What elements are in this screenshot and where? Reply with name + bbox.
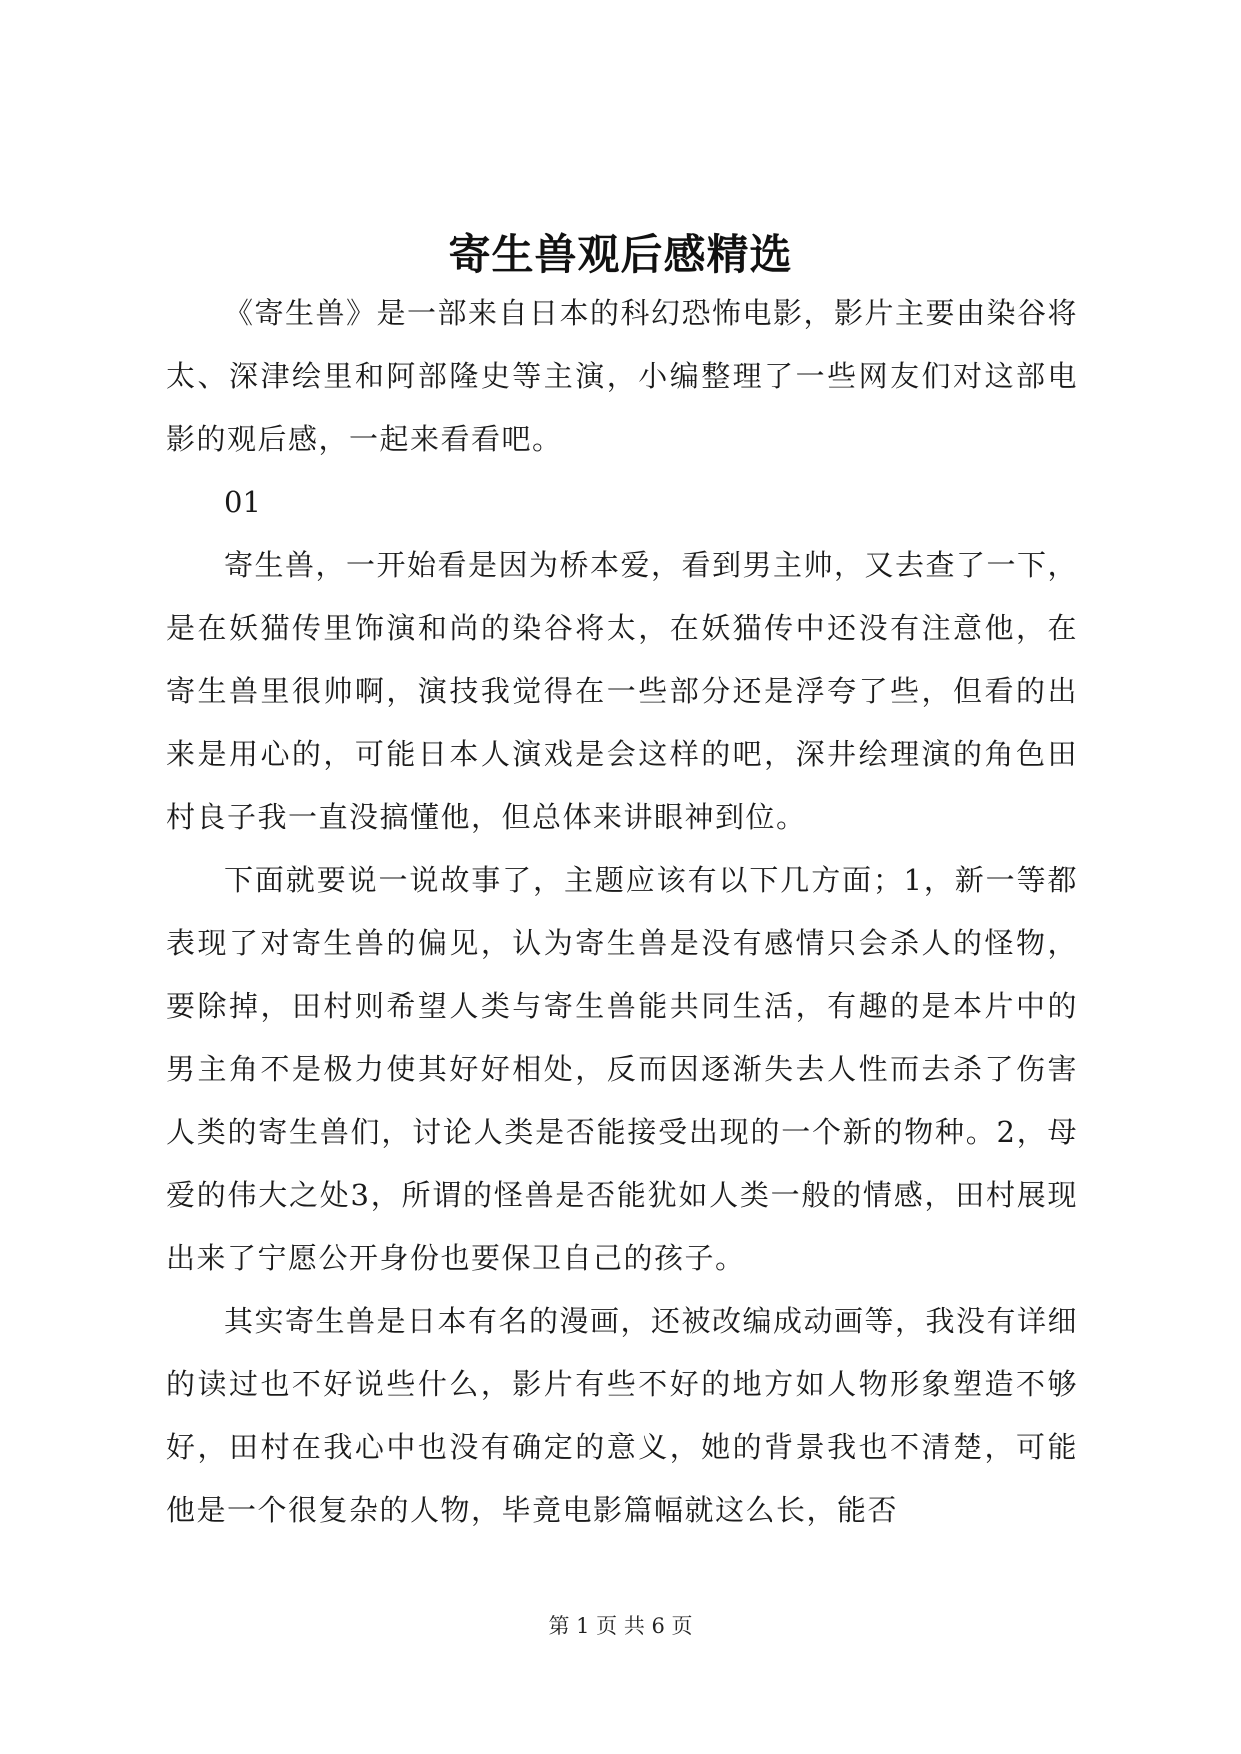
- body-paragraph: 其实寄生兽是日本有名的漫画，还被改编成动画等，我没有详细的读过也不好说些什么，影片有些不好的地方如人物形象塑造不够好，田村在我心中也没有确定的意义，她的背景我也不清楚，可能他是一个很复杂的人物，毕竟电影篇幅就这么长，能否: [166, 1304, 1079, 1527]
- page-number-footer: 第 1 页 共 6 页: [548, 1614, 693, 1638]
- body-paragraph: 寄生兽，一开始看是因为桥本爱，看到男主帅，又去查了一下，是在妖猫传里饰演和尚的染谷将太，在妖猫传中还没有注意他，在寄生兽里很帅啊，演技我觉得在一些部分还是浮夸了些，但看的出来是用心的，可能日本人演戏是会这样的吧，深井绘理演的角色田村良子我一直没搞懂他，但总体来讲眼神到位。: [166, 548, 1079, 834]
- section-number: 01: [224, 485, 261, 519]
- article-body: [166, 282, 1078, 1542]
- intro-paragraph: 《寄生兽》是一部来自日本的科幻恐怖电影，影片主要由染谷将太、深津绘里和阿部隆史等主演，小编整理了一些网友们对这部电影的观后感，一起来看看吧。: [166, 296, 1079, 456]
- page-title: 寄生兽观后感精选: [448, 230, 793, 279]
- body-paragraph: 下面就要说一说故事了，主题应该有以下几方面；1，新一等都表现了对寄生兽的偏见，认为寄生兽是没有感情只会杀人的怪物，要除掉，田村则希望人类与寄生兽能共同生活，有趣的是本片中的男主角不是极力使其好好相处，反而因逐渐失去人性而去杀了伤害人类的寄生兽们，讨论人类是否能接受出现的一个新的物种。2，母爱的伟大之处3，所谓的怪兽是否能犹如人类一般的情感，田村展现出来了宁愿公开身份也要保卫自己的孩子。: [166, 863, 1078, 1275]
